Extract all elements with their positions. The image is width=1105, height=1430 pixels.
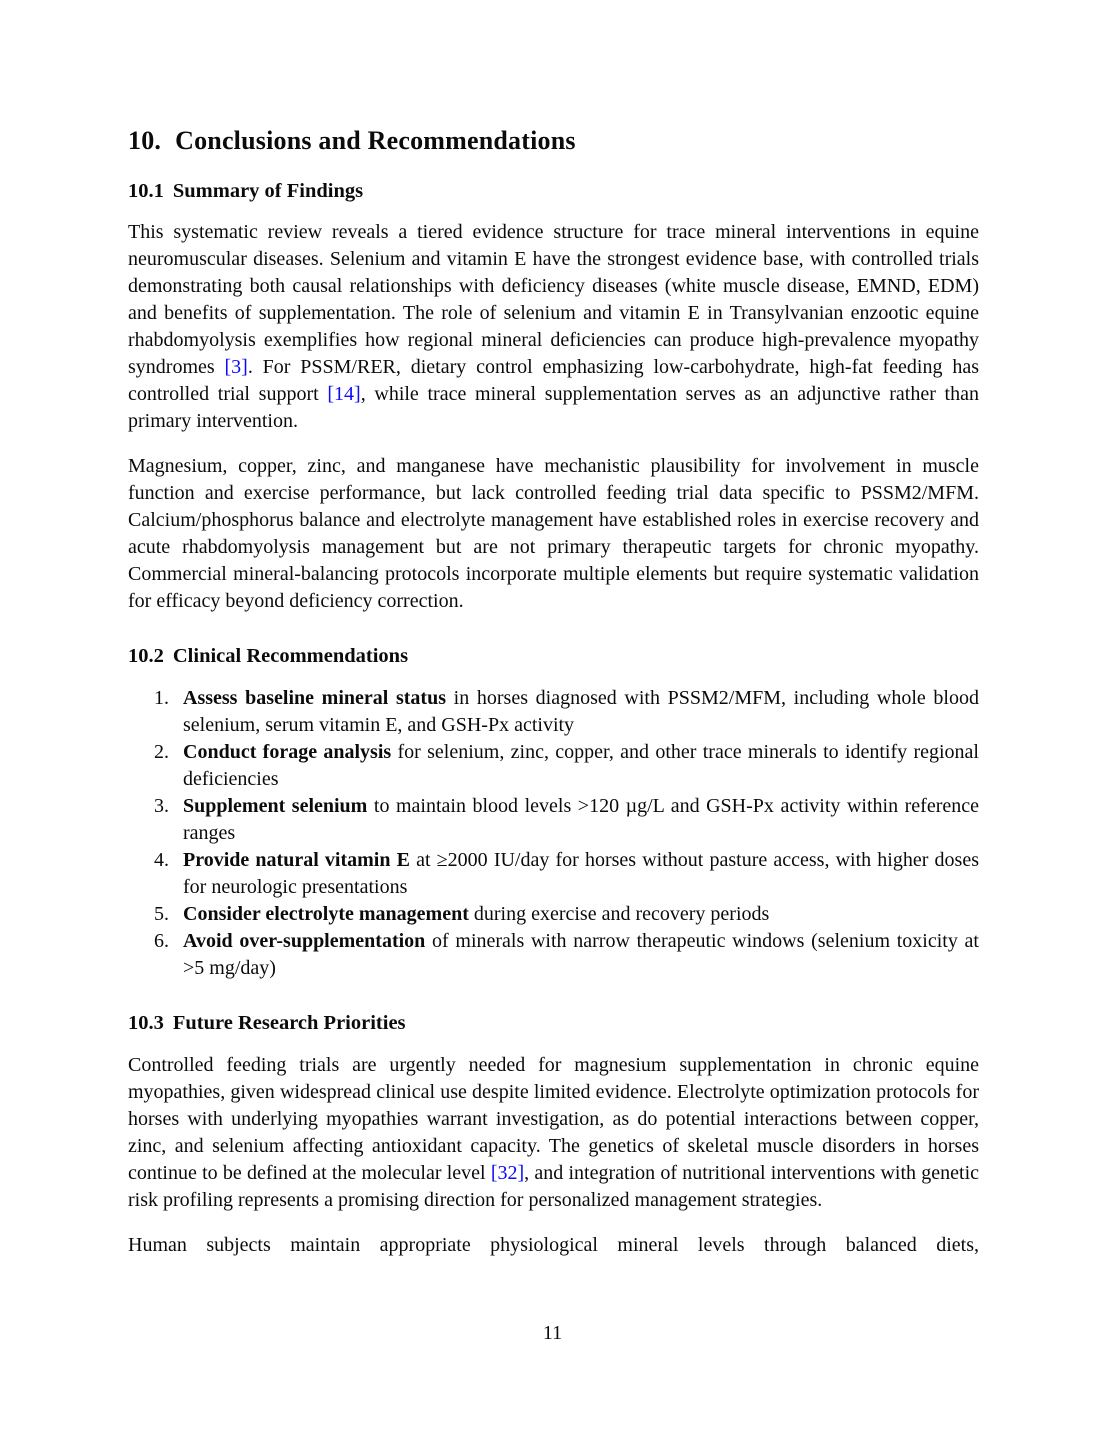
text-run: in horses diagnosed with PSSM2/MFM, including whole blood selenium, serum vitamin E, and GSH-Px activity <box>183 687 979 737</box>
paragraph-future-2 <box>128 1232 979 1259</box>
bold-text: Assess baseline mineral status <box>183 687 446 710</box>
list-item-number: 2. <box>154 741 169 764</box>
section-number: 10. <box>128 126 162 155</box>
list-item <box>128 793 979 847</box>
list-item <box>128 901 979 928</box>
list-item-text <box>183 687 979 736</box>
text-run: at ≥2000 IU/day for horses without pasture access, with higher doses for neurologic presentations <box>183 849 979 899</box>
list-item-number: 1. <box>154 687 169 710</box>
subsection-number: 10.1 <box>128 179 164 202</box>
section-heading <box>128 126 979 156</box>
bold-text: Provide natural vitamin E <box>183 849 410 872</box>
list-item-text <box>183 849 979 898</box>
text-run: , while trace mineral supplementation serves as an adjunctive rather than primary intervention. <box>128 383 979 433</box>
subsection-number: 10.2 <box>128 645 164 668</box>
text-run: to maintain blood levels >120 µg/L and GSH-Px activity within reference ranges <box>183 795 979 845</box>
list-item-text <box>183 903 769 925</box>
subsection-title: Summary of Findings <box>172 179 364 202</box>
citation-link[interactable]: [32] <box>490 1161 525 1184</box>
paragraph-summary-1 <box>128 219 979 435</box>
page-content <box>128 126 979 1259</box>
paragraph-summary-2 <box>128 453 979 615</box>
text-run: Human subjects maintain appropriate physiological mineral levels through balanced diets, <box>128 1233 979 1256</box>
list-item-number: 5. <box>154 903 169 926</box>
bold-text: Consider electrolyte management <box>183 903 469 926</box>
text-run: for selenium, zinc, copper, and other trace minerals to identify regional deficiencies <box>183 741 979 791</box>
subsection-number: 10.3 <box>128 1012 164 1035</box>
bold-text: Conduct forage analysis <box>183 741 392 764</box>
text-run: during exercise and recovery periods <box>468 903 770 926</box>
list-item-text <box>183 930 979 979</box>
text-run: Controlled feeding trials are urgently needed for magnesium supplementation in chronic equine myopathies, given widespread clinical use despite limited evidence. Electrolyte optimization protocols for horses with underlying myopathies warrant investigation, as do potential interactions between copper, zinc, and selenium affecting antioxidant capacity. The genetics of skeletal muscle disorders in horses continue to be defined at the molecular level <box>128 1053 979 1184</box>
citation-link[interactable]: [3] <box>224 356 248 379</box>
list-item <box>128 685 979 739</box>
section-title: Conclusions and Recommendations <box>175 126 576 155</box>
list-item-number: 3. <box>154 795 169 818</box>
list-item-number: 6. <box>154 930 169 953</box>
list-item-text <box>183 795 979 844</box>
subsection-title: Future Research Priorities <box>172 1012 406 1035</box>
text-run: Magnesium, copper, zinc, and manganese have mechanistic plausibility for involvement in muscle function and exercise performance, but lack controlled feeding trial data specific to PSSM2/MFM. Calcium/phosphorus balance and electrolyte management have established roles in exercise recovery and acute rhabdomyolysis management but are not primary therapeutic targets for chronic myopathy. Commercial mineral-balancing protocols incorporate multiple elements but require systematic validation for efficacy beyond deficiency correction. <box>128 455 979 613</box>
paragraph-future-1 <box>128 1052 979 1214</box>
text-run: of minerals with narrow therapeutic windows (selenium toxicity at >5 mg/day) <box>183 930 979 980</box>
subsection-title: Clinical Recommendations <box>172 645 409 668</box>
text-run: . For PSSM/RER, dietary control emphasizing low-carbohydrate, high-fat feeding has controlled trial support <box>128 356 979 406</box>
text-run: , and integration of nutritional interventions with genetic risk profiling represents a promising direction for personalized management strategies. <box>128 1161 979 1211</box>
list-item-number: 4. <box>154 849 169 872</box>
text-run: This systematic review reveals a tiered evidence structure for trace mineral interventions in equine neuromuscular diseases. Selenium and vitamin E have the strongest evidence base, with controlled trials demonstrating both causal relationships with deficiency diseases (white muscle disease, EMND, EDM) and benefits of supplementation. The role of selenium and vitamin E in Transylvanian enzootic equine rhabdomyolysis exemplifies how regional mineral deficiencies can produce high-prevalence myopathy syndromes <box>128 221 979 379</box>
subsection-heading-10-2 <box>128 645 979 669</box>
bold-text: Supplement selenium <box>183 795 368 818</box>
bold-text: Avoid over-supplementation <box>183 930 426 953</box>
list-item-text <box>183 741 979 790</box>
recommendations-list <box>128 685 979 982</box>
subsection-heading-10-3 <box>128 1012 979 1036</box>
list-item <box>128 928 979 982</box>
citation-link[interactable]: [14] <box>327 383 361 406</box>
list-item <box>128 847 979 901</box>
list-item <box>128 739 979 793</box>
page-number: 11 <box>542 1322 563 1344</box>
subsection-heading-10-1 <box>128 180 979 204</box>
